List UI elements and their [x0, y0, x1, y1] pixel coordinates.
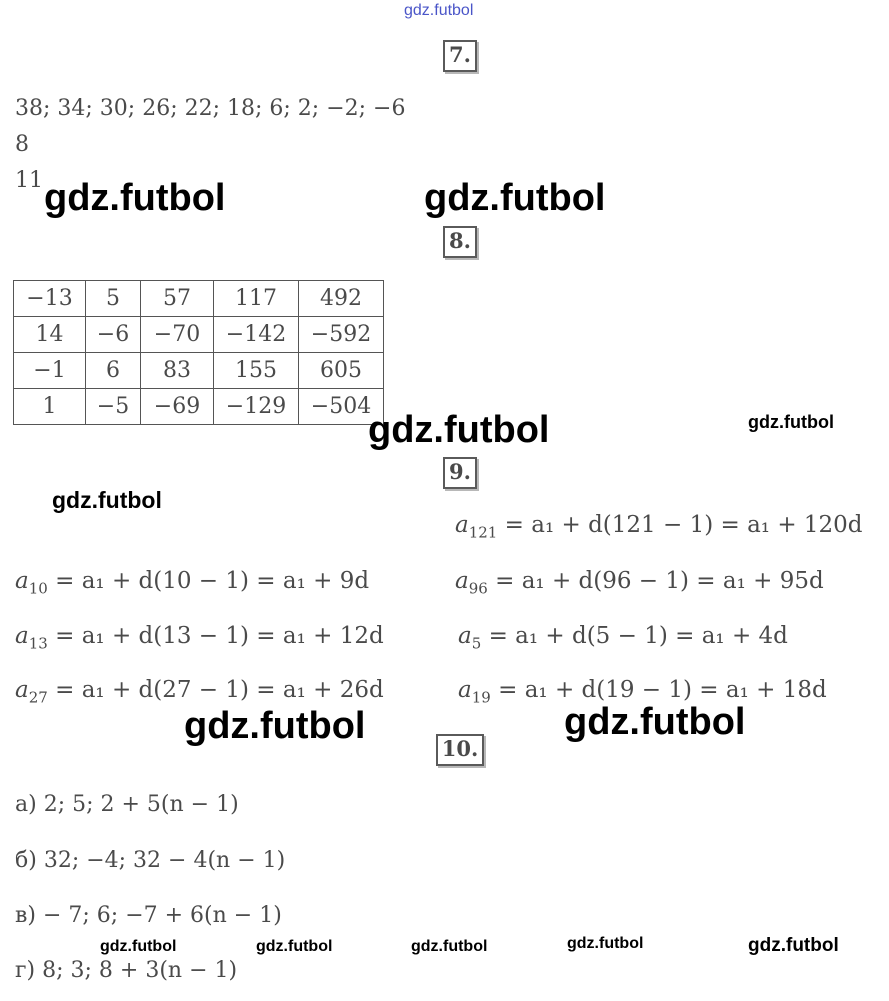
- formula-left-1: [15, 568, 369, 598]
- formula-rhs: = a₁ + d(5 − 1) = a₁ + 4d: [481, 623, 788, 649]
- formula-lhs: a: [15, 677, 29, 703]
- table-cell: −142: [214, 317, 299, 353]
- formula-rhs: = a₁ + d(27 − 1) = a₁ + 26d: [47, 677, 384, 703]
- watermark: gdz.futbol: [564, 701, 746, 743]
- formula-left-3: [15, 677, 384, 707]
- watermark: gdz.futbol: [748, 412, 834, 432]
- task-10-item-c: в) − 7; 6; −7 + 6(n − 1): [15, 903, 282, 928]
- table-cell: 1: [14, 389, 86, 425]
- task-10-item-d: г) 8; 3; 8 + 3(n − 1): [15, 958, 238, 983]
- watermark: gdz.futbol: [184, 705, 366, 747]
- formula-rhs: = a₁ + d(121 − 1) = a₁ + 120d: [497, 512, 863, 538]
- table-cell: −129: [214, 389, 299, 425]
- formula-right-2: [455, 568, 824, 598]
- formula-subscript: 121: [468, 523, 498, 542]
- formula-lhs: a: [458, 677, 472, 703]
- table-cell: 155: [214, 353, 299, 389]
- formula-lhs: a: [15, 568, 29, 594]
- table-cell: 492: [299, 281, 384, 317]
- task-10-number: 10.: [436, 734, 484, 766]
- table-cell: −5: [86, 389, 141, 425]
- formula-rhs: = a₁ + d(13 − 1) = a₁ + 12d: [47, 623, 384, 649]
- formula-lhs: a: [455, 568, 469, 594]
- formula-rhs: = a₁ + d(19 − 1) = a₁ + 18d: [490, 677, 827, 703]
- task-10-item-b: б) 32; −4; 32 − 4(n − 1): [15, 848, 286, 873]
- watermark: gdz.futbol: [411, 938, 488, 955]
- formula-subscript: 19: [471, 688, 491, 707]
- table-row: [14, 281, 384, 317]
- formula-subscript: 10: [28, 579, 48, 598]
- watermark: gdz.futbol: [748, 935, 839, 956]
- task-9-number: 9.: [443, 457, 477, 489]
- table-cell: 14: [14, 317, 86, 353]
- table-cell: 117: [214, 281, 299, 317]
- table-cell: −70: [141, 317, 214, 353]
- task-8-table: [13, 280, 384, 425]
- formula-left-2: [15, 623, 384, 653]
- formula-rhs: = a₁ + d(10 − 1) = a₁ + 9d: [47, 568, 370, 594]
- formula-lhs: a: [458, 623, 472, 649]
- table-row: [14, 389, 384, 425]
- task-7-line-1: 38; 34; 30; 26; 22; 18; 6; 2; −2; −6: [15, 96, 406, 121]
- formula-subscript: 13: [28, 634, 48, 653]
- formula-rhs: = a₁ + d(96 − 1) = a₁ + 95d: [487, 568, 824, 594]
- watermark: gdz.futbol: [100, 938, 177, 955]
- table-cell: 57: [141, 281, 214, 317]
- watermark: gdz.futbol: [567, 935, 644, 952]
- task-7-line-3: 11: [15, 168, 43, 193]
- task-7-line-2: 8: [15, 132, 29, 157]
- table-cell: −13: [14, 281, 86, 317]
- table-cell: −69: [141, 389, 214, 425]
- formula-subscript: 96: [468, 579, 488, 598]
- watermark: gdz.futbol: [52, 487, 162, 513]
- task-10-item-a: а) 2; 5; 2 + 5(n − 1): [15, 792, 239, 817]
- table-row: [14, 317, 384, 353]
- table-cell: 605: [299, 353, 384, 389]
- table-cell: 6: [86, 353, 141, 389]
- formula-lhs: a: [15, 623, 29, 649]
- task-7-number: 7.: [443, 40, 477, 72]
- formula-subscript: 5: [471, 634, 482, 653]
- task-8-number: 8.: [443, 226, 477, 258]
- watermark-top: gdz.futbol: [404, 2, 474, 19]
- formula-lhs: a: [455, 512, 469, 538]
- table-cell: −1: [14, 353, 86, 389]
- watermark: gdz.futbol: [424, 177, 606, 219]
- watermark: gdz.futbol: [256, 938, 333, 955]
- watermark: gdz.futbol: [44, 177, 226, 219]
- formula-right-3: [458, 623, 788, 653]
- table-cell: −504: [299, 389, 384, 425]
- table-row: [14, 353, 384, 389]
- table-cell: 5: [86, 281, 141, 317]
- table-cell: −592: [299, 317, 384, 353]
- table-cell: −6: [86, 317, 141, 353]
- watermark: gdz.futbol: [368, 409, 550, 451]
- table-cell: 83: [141, 353, 214, 389]
- formula-right-1: [455, 512, 863, 542]
- formula-subscript: 27: [28, 688, 48, 707]
